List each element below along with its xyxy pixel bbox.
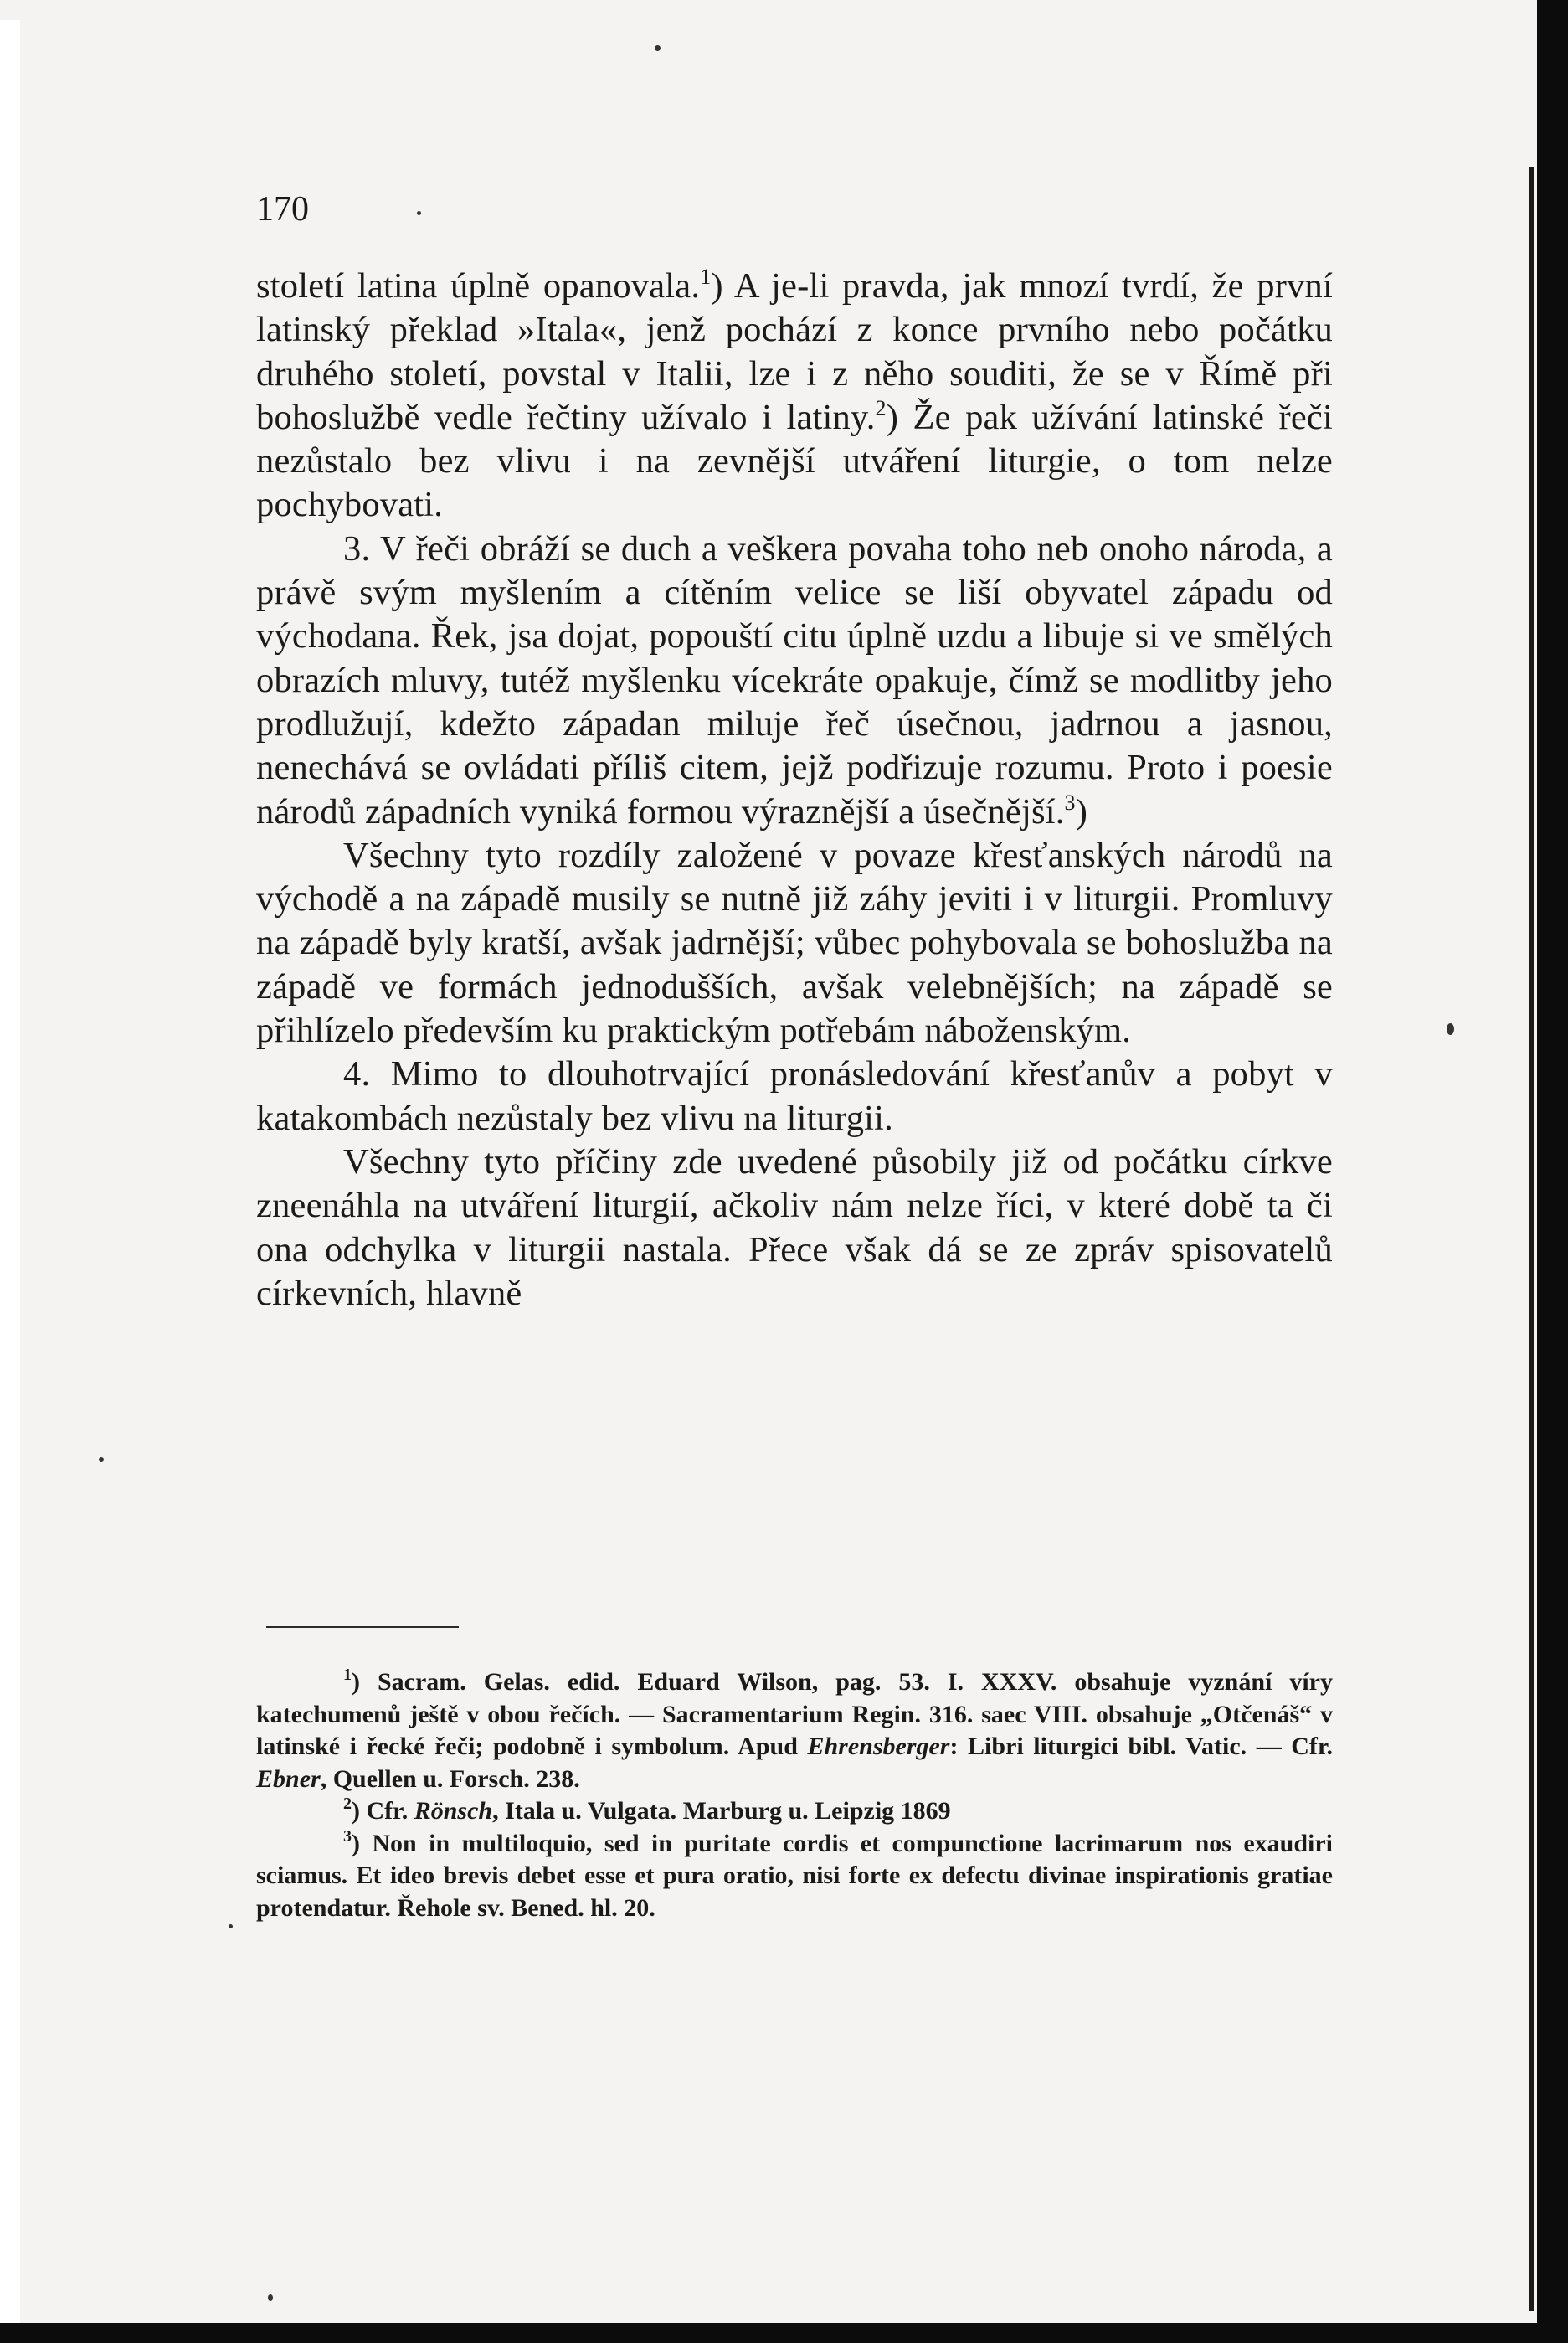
text-run: 3. V řeči obráží se duch a veškera povaha toho neb onoho národa, a právě svým myšlením a cítěním velice se liší obyvatel západu od východana. Řek, jsa dojat, popouští citu úplně uzdu a libuje si ve smělých obrazích mluvy, tutéž myšlenku vícekráte opakuje, čímž se modlitby jeho prodlužují, kdežto západan miluje řeč úsečnou, jadrnou a jasnou, nenechává se ovládati příliš citem, jejž podřizuje rozumu. Proto i poesie národů západních vyniká formou výraznější a úsečnější. xyxy=(256,528,1333,832)
main-text xyxy=(256,265,1333,1316)
footnote-text: : Libri liturgici bibl. Vatic. — Cfr. xyxy=(949,1733,1333,1760)
page-edge-shadow xyxy=(1529,167,1534,2311)
scan-speck xyxy=(417,211,421,215)
text-run: ) A je-li pravda, jak mnozí tvrdí, že první latinský překlad »Itala«, jenž pochází z konce prvního nebo počátku druhého století, povstal v Italii, lze i z něho souditi, že se v Římě při bohoslužbě vedle řečtiny užívalo i latiny. xyxy=(256,266,1333,437)
scan-speck xyxy=(655,45,661,51)
scan-speck xyxy=(1447,1023,1454,1035)
scan-speck xyxy=(99,1457,104,1462)
footnote-author: Ebner xyxy=(256,1764,321,1793)
footnote-text: ) Non in multiloquio, sed in puritate cordis et compunctione lacrimarum nos exaudiri sciamus. Et ideo brevis debet esse et pura oratio, nisi forte ex defectu divinae inspirationis gratiae protendatur. Řehole sv. Bened. hl. 20. xyxy=(256,1829,1333,1922)
text-run: ) xyxy=(1075,791,1088,832)
paragraph-causes: Všechny tyto příčiny zde uvedené působily již od počátku církve zneenáhla na utváření liturgií, ačkoliv nám nelze říci, v které době ta či ona odchylka v liturgii nastala. Přece však dá se ze zpráv spisovatelů církevních, hlavně xyxy=(256,1141,1333,1313)
footnote-number: 1 xyxy=(343,1666,352,1684)
scan-border-top xyxy=(0,0,1568,20)
footnote-ref-2[interactable]: 2 xyxy=(875,395,887,420)
footnote-text: , Itala u. Vulgata. Marburg u. Leipzig 1869 xyxy=(492,1797,951,1825)
footnote-number: 3 xyxy=(343,1826,352,1846)
footnote-ref-1[interactable]: 1 xyxy=(700,265,712,289)
footnote-author: Ehrensberger xyxy=(807,1733,950,1760)
footnote-text: ) Cfr. xyxy=(352,1797,414,1825)
scan-speck xyxy=(268,2294,273,2301)
footnote-ref-3[interactable]: 3 xyxy=(1064,790,1076,815)
footnote-text: ) Sacram. Gelas. edid. Eduard Wilson, pag. 53. I. XXXV. obsahuje vyznání víry katechumenů ještě v obou řečích. — Sacramentarium Regin. 316. saec VIII. obsahuje „Otčenáš“ v latinské i řecké řeči; podobně i symbolum. Apud xyxy=(256,1668,1333,1760)
text-run: ) Že pak užívání latinské řeči nezůstalo bez vlivu i na zevnější utváření liturgie, o tom nelze pochybovati. xyxy=(256,397,1334,525)
footnote-number: 2 xyxy=(343,1795,352,1813)
footnote-text: , Quellen u. Forsch. 238. xyxy=(320,1764,580,1793)
footnote-3 xyxy=(256,1828,1333,1925)
paragraph-4: 4. Mimo to dlouhotrvající pronásledování křesťanův a pobyt v katakombách nezůstaly bez vlivu na liturgii. xyxy=(256,1054,1333,1138)
footnote-author: Rönsch xyxy=(414,1797,493,1825)
footnote-2 xyxy=(256,1795,1333,1828)
footnotes xyxy=(256,1666,1333,1924)
paragraph-continuation xyxy=(256,265,1333,528)
page-number: 170 xyxy=(256,190,309,229)
footnote-1 xyxy=(256,1666,1333,1795)
text-run: století latina úplně opanovala. xyxy=(256,266,701,306)
scan-border-bottom xyxy=(0,2323,1568,2343)
paragraph-3 xyxy=(256,528,1333,834)
footnote-separator xyxy=(266,1626,459,1628)
scan-border-right xyxy=(1537,0,1568,2343)
paragraph-differences: Všechny tyto rozdíly založené v povaze křesťanských národů na východě a na západě musily se nutně již záhy jeviti i v liturgii. Promluvy na západě byly kratší, avšak jadrnější; vůbec pohybovala se bohoslužba na západě ve formách jednodušších, avšak velebnějších; na západě se přihlízelo především ku praktickým potřebám náboženským. xyxy=(256,835,1333,1051)
scan-speck xyxy=(229,1924,233,1928)
